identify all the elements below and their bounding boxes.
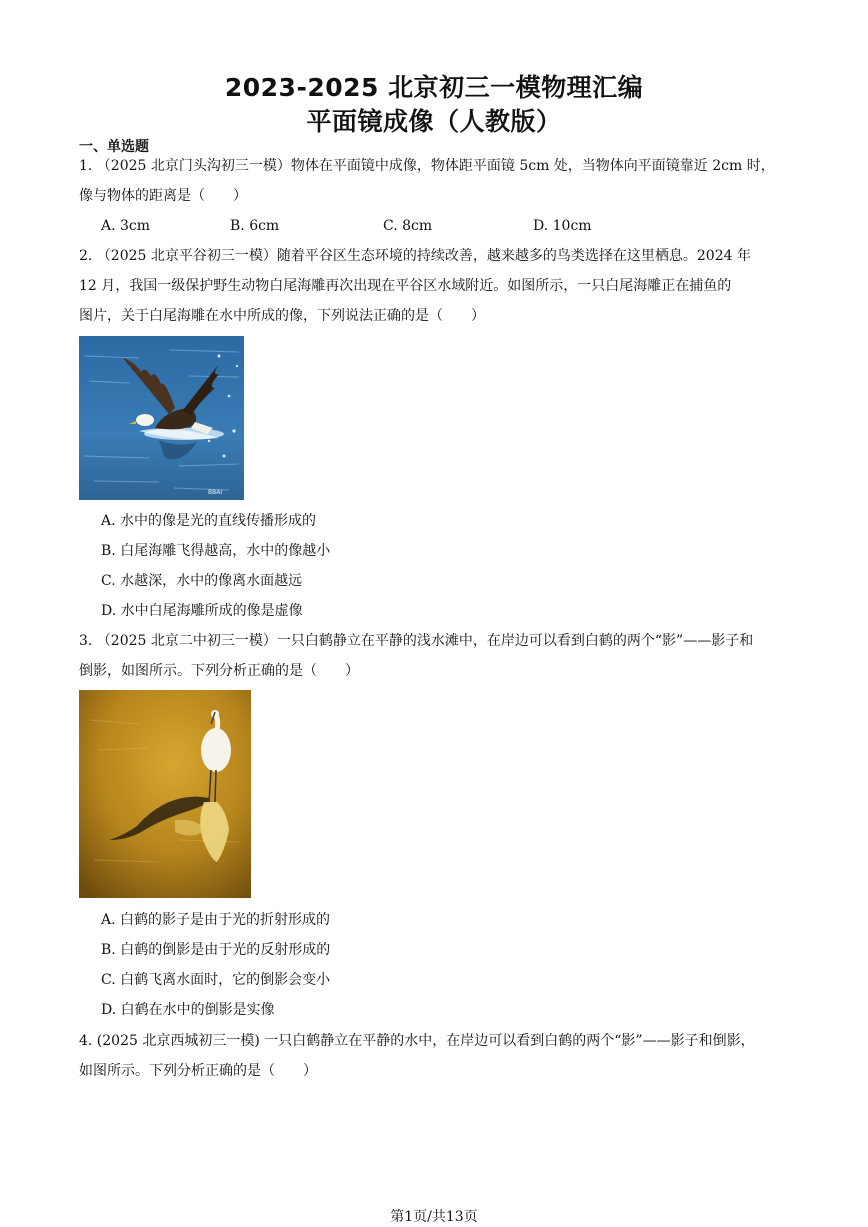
q1-option-d: D. 10cm [533,218,592,234]
q2-option-b: B. 白尾海雕飞得越高，水中的像越小 [101,543,331,559]
q1-option-b: B. 6cm [230,218,280,234]
crane-photo [79,690,251,898]
q4-stem-line2: 如图所示。下列分析正确的是（ ） [79,1063,317,1079]
doc-title-line1: 2023-2025 北京初三一模物理汇编 [224,73,644,102]
q3-stem-line2: 倒影，如图所示。下列分析正确的是（ ） [79,663,359,679]
section-heading: 一、单选题 [79,139,149,155]
watermark-text: BBAI [208,489,223,496]
q3-option-d: D. 白鹤在水中的倒影是实像 [101,1002,275,1018]
q1-option-a: A. 3cm [101,218,151,234]
q1-stem-line2: 像与物体的距离是（ ） [79,188,247,204]
q2-option-d: D. 水中白尾海雕所成的像是虚像 [101,603,303,619]
q3-option-c: C. 白鹤飞离水面时，它的倒影会变小 [101,972,331,988]
q3-stem-line1: 3. （2025 北京二中初三一模）一只白鹤静立在平静的浅水滩中，在岸边可以看到白鹤的两个“影”——影子和 [79,633,754,649]
doc-title-line2: 平面镜成像（人教版） [306,107,562,136]
page-footer: 第1页/共13页 [390,1209,478,1225]
q2-option-c: C. 水越深，水中的像离水面越远 [101,573,303,589]
q1-option-c: C. 8cm [383,218,433,234]
q3-option-b: B. 白鹤的倒影是由于光的反射形成的 [101,942,331,958]
q2-stem-line3: 图片，关于白尾海雕在水中所成的像，下列说法正确的是（ ） [79,308,485,324]
q1-stem-line1: 1. （2025 北京门头沟初三一模）物体在平面镜中成像，物体距平面镜 5cm 处，当物体向平面镜靠近 2cm 时， [79,158,775,174]
q4-stem-line1: 4. (2025 北京西城初三一模) 一只白鹤静立在平静的水中，在岸边可以看到白鹤的两个“影”——影子和倒影， [79,1033,755,1049]
q2-stem-line2: 12 月，我国一级保护野生动物白尾海雕再次出现在平谷区水域附近。如图所示，一只白尾海雕正在捕鱼的 [79,278,732,294]
q3-option-a: A. 白鹤的影子是由于光的折射形成的 [101,912,331,928]
eagle-photo [79,336,244,500]
q2-option-a: A. 水中的像是光的直线传播形成的 [101,513,317,529]
q2-stem-line1: 2. （2025 北京平谷初三一模）随着平谷区生态环境的持续改善，越来越多的鸟类选择在这里栖息。2024 年 [79,248,751,264]
